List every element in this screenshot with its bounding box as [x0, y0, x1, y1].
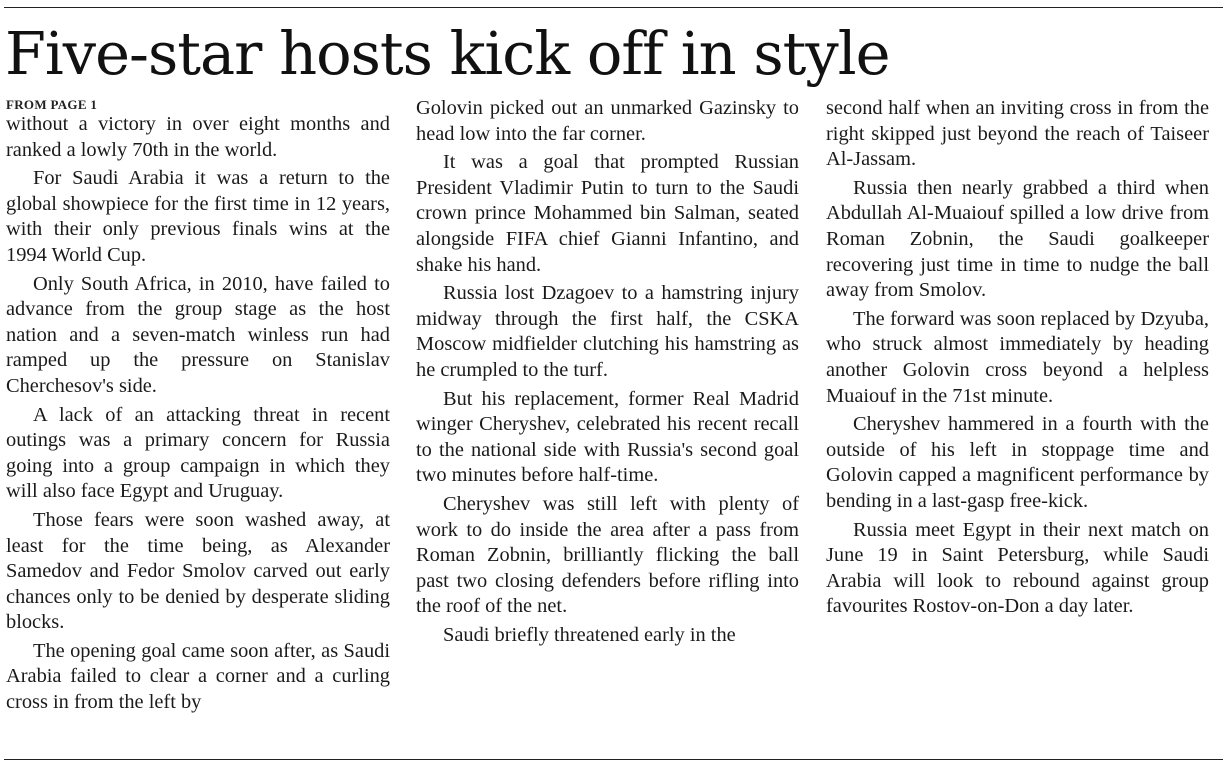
- paragraph: Those fears were soon washed away, at least for the time being, as Alexander Samedov and Fedor Smolov carved out early chances only to be denied by desperate sliding blocks.: [6, 508, 390, 634]
- paragraph: The opening goal came soon after, as Saudi Arabia failed to clear a corner and a curling cross in from the left by: [6, 639, 390, 714]
- paragraph: For Saudi Arabia it was a return to the global showpiece for the first time in 12 years, with their only previous finals wins at the 1994 World Cup.: [6, 167, 390, 266]
- paragraph: Cheryshev hammered in a fourth with the outside of his left in stoppage time and Golovin capped a magnificent performance by bending in a last-gasp free-kick.: [826, 413, 1209, 512]
- paragraph: It was a goal that prompted Russian President Vladimir Putin to turn to the Saudi crown prince Mohammed bin Salman, seated alongside FIFA chief Gianni Infantino, and shake his hand.: [416, 151, 799, 276]
- paragraph: Only South Africa, in 2010, have failed to advance from the group stage as the host nation and a seven-match winless run had ramped up the pressure on Stanislav Cherchesov's side.: [6, 272, 390, 397]
- headline: Five-star hosts kick off in style: [5, 19, 890, 88]
- paragraph: Russia then nearly grabbed a third when Abdullah Al-Muaiouf spilled a low drive from Roman Zobnin, the Saudi goalkeeper recovering just time in time to nudge the ball away from Smolov.: [826, 176, 1209, 302]
- article-column-1: [6, 96, 390, 716]
- paragraph: A lack of an attacking threat in recent outings was a primary concern for Russia going into a group campaign in which they will also face Egypt and Uruguay.: [6, 403, 390, 503]
- paragraph: Russia lost Dzagoev to a hamstring injury midway through the first half, the CSKA Moscow midfielder clutching his hamstring as he crumpled to the turf.: [416, 282, 799, 381]
- paragraph: second half when an inviting cross in from the right skipped just beyond the reach of Taiseer Al-Jassam.: [826, 97, 1209, 171]
- paragraph: But his replacement, former Real Madrid winger Cheryshev, celebrated his recent recall to the national side with Russia's second goal two minutes before half-time.: [416, 387, 799, 487]
- paragraph: Golovin picked out an unmarked Gazinsky to head low into the far corner.: [416, 97, 799, 145]
- paragraph: Russia meet Egypt in their next match on June 19 in Saint Petersburg, while Saudi Arabia will look to rebound against group favourites Rostov-on-Don a day later.: [826, 518, 1209, 618]
- bottom-rule: [4, 759, 1223, 760]
- article-column-3: [826, 96, 1209, 620]
- paragraph: without a victory in over eight months and ranked a lowly 70th in the world.: [6, 113, 390, 161]
- paragraph: Saudi briefly threatened early in the: [443, 623, 736, 646]
- paragraph: Cheryshev was still left with plenty of work to do inside the area after a pass from Roman Zobnin, brilliantly flicking the ball past two closing defenders before rifling into the roof of the net.: [416, 492, 799, 618]
- kicker-from-page: FROM PAGE 1: [6, 97, 98, 112]
- top-rule: [4, 7, 1223, 8]
- article-column-2: [416, 96, 799, 648]
- paragraph: The forward was soon replaced by Dzyuba, who struck almost immediately by heading another Golovin cross beyond a helpless Muaiouf in the 71st minute.: [826, 307, 1209, 407]
